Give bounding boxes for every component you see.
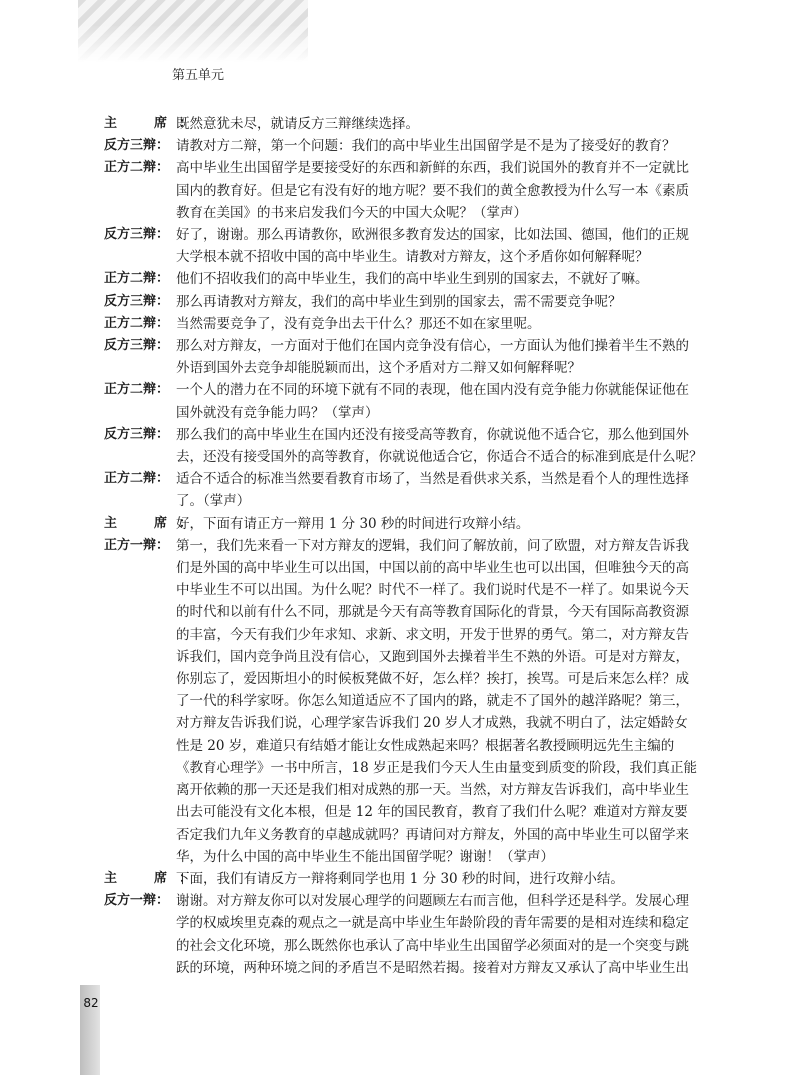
transcript-line	[104, 624, 704, 646]
unit-label: 第五单元	[172, 68, 225, 83]
transcript-line	[104, 957, 704, 979]
speech-text: 华，为什么中国的高中毕业生不能出国留学呢？谢谢！（掌声）	[176, 848, 554, 865]
speaker-label: 主 席：	[104, 515, 205, 531]
transcript-line	[104, 757, 704, 779]
speaker-label	[104, 557, 176, 579]
speech-text: 否定我们九年义务教育的卓越成就吗？再请问对方辩友，外国的高中毕业生可以留学来	[176, 826, 689, 843]
speaker-label	[104, 402, 176, 424]
transcript-line	[104, 446, 704, 468]
speech-text: 好了，谢谢。那么再请教你，欧洲很多教育发达的国家，比如法国、德国，他们的正规	[176, 227, 689, 244]
transcript-line	[104, 846, 704, 868]
speaker-label: 反方三辩：	[104, 293, 170, 309]
speech-text: 请教对方二辩，第一个问题：我们的高中毕业生出国留学是不是为了接受好的教育？	[176, 138, 676, 155]
speaker-label	[104, 579, 176, 601]
speech-text: 外语到国外去竞争却能脱颖而出，这个矛盾对方二辩又如何解释呢？	[176, 360, 581, 377]
transcript-line	[104, 379, 704, 401]
transcript-line	[104, 402, 704, 424]
speech-text: 学的权威埃里克森的观点之一就是高中毕业生年龄阶段的青年需要的是相对连续和稳定	[176, 915, 689, 932]
transcript-line	[104, 890, 704, 912]
transcript-line	[104, 424, 704, 446]
speech-text: 大学根本就不招收中国的高中毕业生。请教对方辩友，这个矛盾你如何解释呢？	[176, 249, 649, 266]
transcript-line	[104, 801, 704, 823]
transcript-line	[104, 712, 704, 734]
transcript-line	[104, 824, 704, 846]
transcript-line	[104, 535, 704, 557]
speech-text: 了一代的科学家呀。你怎么知道适应不了国内的路，就走不了国外的越洋路呢？第三，	[176, 693, 689, 710]
speech-text: 教育在美国》的书来启发我们今天的中国大众呢？（掌声）	[176, 204, 527, 221]
transcript-line	[104, 490, 704, 512]
transcript-line	[104, 513, 704, 535]
transcript-line	[104, 135, 704, 157]
speaker-label	[104, 935, 176, 957]
speaker-label	[104, 446, 176, 468]
speech-text: 适合不适合的标准当然要看教育市场了，当然是看供求关系，当然是看个人的理性选择	[176, 471, 689, 488]
speaker-label: 主 席：	[104, 870, 205, 886]
transcript-line	[104, 268, 704, 290]
speech-text: 第一，我们先来看一下对方辩友的逻辑，我们问了解放前，问了欧盟，对方辩友告诉我	[176, 537, 689, 554]
transcript-line	[104, 868, 704, 890]
speaker-label	[104, 957, 176, 979]
speaker-label: 正方二辩：	[104, 382, 170, 398]
speech-text: 当然需要竞争了，没有竞争出去干什么？那还不如在家里呢。	[176, 315, 541, 332]
speech-text: 你别忘了，爱因斯坦小的时候板凳做不好，怎么样？挨打，挨骂。可是后来怎么样？成	[176, 671, 689, 688]
speech-text: 那么我们的高中毕业生在国内还没有接受高等教育，你就说他不适合它，那么他到国外	[176, 426, 689, 443]
speaker-label: 反方一辩：	[104, 893, 170, 909]
speaker-label	[104, 668, 176, 690]
speech-text: 诉我们，国内竞争尚且没有信心，又跑到国外去操着半生不熟的外语。可是对方辩友，	[176, 648, 689, 665]
speaker-label	[104, 646, 176, 668]
speech-text: 国内的教育好。但是它有没有好的地方呢？要不我们的黄全愈教授为什么写一本《素质	[176, 182, 689, 199]
speaker-label: 反方三辩：	[104, 227, 170, 243]
speech-text: 好，下面有请正方一辩用 1 分 30 秒的时间进行攻辩小结。	[176, 515, 530, 532]
transcript-line	[104, 912, 704, 934]
speech-text: 那么再请教对方辩友，我们的高中毕业生到别的国家去，需不需要竞争呢？	[176, 293, 622, 310]
speaker-label: 正方二辩：	[104, 271, 170, 287]
transcript-line	[104, 646, 704, 668]
transcript-line	[104, 690, 704, 712]
speech-text: 出去可能没有文化本根，但是 12 年的国民教育，教育了我们什么呢？难道对方辩友要	[176, 804, 688, 821]
transcript-line	[104, 468, 704, 490]
speaker-label: 主 席：	[104, 116, 205, 131]
speaker-label	[104, 912, 176, 934]
speaker-label	[104, 735, 176, 757]
speaker-label	[104, 712, 176, 734]
speaker-label	[104, 490, 176, 512]
speech-text: 的社会文化环境，那么既然你也承认了高中毕业生出国留学必须面对的是一个突变与跳	[176, 937, 689, 954]
speech-text: 跃的环境，两种环境之间的矛盾岂不是昭然若揭。接着对方辩友又承认了高中毕业生出	[176, 959, 689, 976]
header-decoration	[78, 0, 308, 62]
speaker-label	[104, 357, 176, 379]
speech-text: 他们不招收我们的高中毕业生，我们的高中毕业生到别的国家去，不就好了嘛。	[176, 271, 649, 288]
speaker-label	[104, 246, 176, 268]
speaker-label: 正方二辩：	[104, 315, 170, 331]
speaker-label: 正方一辩：	[104, 537, 170, 553]
transcript-line	[104, 157, 704, 179]
page-number: 82	[83, 996, 99, 1010]
transcript-line	[104, 246, 704, 268]
speaker-label	[104, 202, 176, 224]
speech-text: 们是外国的高中毕业生可以出国，中国以前的高中毕业生也可以出国，但唯独今天的高	[176, 560, 689, 577]
speaker-label	[104, 180, 176, 202]
speech-text: 的时代和以前有什么不同，那就是今天有高等教育国际化的背景，今天有国际高教资源	[176, 604, 689, 621]
transcript-line	[104, 335, 704, 357]
speaker-label	[104, 824, 176, 846]
transcript-line	[104, 935, 704, 957]
speech-text: 了。（掌声）	[176, 493, 251, 510]
speech-text: 对方辩友告诉我们说，心理学家告诉我们 20 岁人才成熟，我就不明白了，法定婚龄女	[176, 715, 688, 732]
speaker-label	[104, 846, 176, 868]
speech-text: 一个人的潜力在不同的环境下就有不同的表现，他在国内没有竞争能力你就能保证他在	[176, 382, 689, 399]
speech-text: 中毕业生不可以出国。为什么呢？时代不一样了。我们说时代是不一样了。如果说今天	[176, 582, 689, 599]
speech-text: 离开依赖的那一天还是我们相对成熟的那一天。当然，对方辩友告诉我们，高中毕业生	[176, 782, 689, 799]
speaker-label	[104, 801, 176, 823]
transcript-line	[104, 735, 704, 757]
transcript-line	[104, 224, 704, 246]
speaker-label: 反方三辩：	[104, 338, 170, 354]
transcript-line	[104, 180, 704, 202]
speech-text: 谢谢。对方辩友你可以对发展心理学的问题顾左右而言他，但科学还是科学。发展心理	[176, 893, 689, 910]
speech-text: 既然意犹未尽，就请反方三辩继续选择。	[176, 116, 419, 132]
speaker-label	[104, 690, 176, 712]
transcript-line	[104, 313, 704, 335]
speech-text: 去，还没有接受国外的高等教育，你就说他适合它，你适合不适合的标准到底是什么呢？	[176, 449, 703, 466]
speech-text: 高中毕业生出国留学是要接受好的东西和新鲜的东西，我们说国外的教育并不一定就比	[176, 160, 689, 177]
transcript-line	[104, 779, 704, 801]
speaker-label	[104, 624, 176, 646]
transcript-line	[104, 113, 704, 135]
transcript-line	[104, 668, 704, 690]
transcript-line	[104, 291, 704, 313]
speaker-label	[104, 601, 176, 623]
speaker-label: 反方三辩：	[104, 426, 170, 442]
transcript-line	[104, 601, 704, 623]
speech-text: 性是 20 岁，难道只有结婚才能让女性成熟起来吗？根据著名教授顾明远先生主编的	[176, 737, 675, 754]
transcript	[104, 113, 704, 979]
speaker-label: 反方三辩：	[104, 138, 170, 154]
speaker-label	[104, 757, 176, 779]
transcript-line	[104, 357, 704, 379]
speech-text: 《教育心理学》一书中所言，18 岁正是我们今天人生由量变到质变的阶段，我们真正能	[176, 759, 697, 776]
speech-text: 国外就没有竞争能力吗？（掌声）	[176, 404, 379, 421]
transcript-line	[104, 557, 704, 579]
speaker-label: 正方二辩：	[104, 160, 170, 176]
speaker-label	[104, 779, 176, 801]
speech-text: 的丰富，今天有我们少年求知、求新、求文明，开发于世界的勇气。第二，对方辩友告	[176, 626, 689, 643]
transcript-line	[104, 202, 704, 224]
speaker-label: 正方二辩：	[104, 471, 170, 487]
speech-text: 那么对方辩友，一方面对于他们在国内竞争没有信心，一方面认为他们操着半生不熟的	[176, 338, 689, 355]
transcript-line	[104, 579, 704, 601]
speech-text: 下面，我们有请反方一辩将剩同学也用 1 分 30 秒的时间，进行攻辩小结。	[176, 870, 624, 887]
